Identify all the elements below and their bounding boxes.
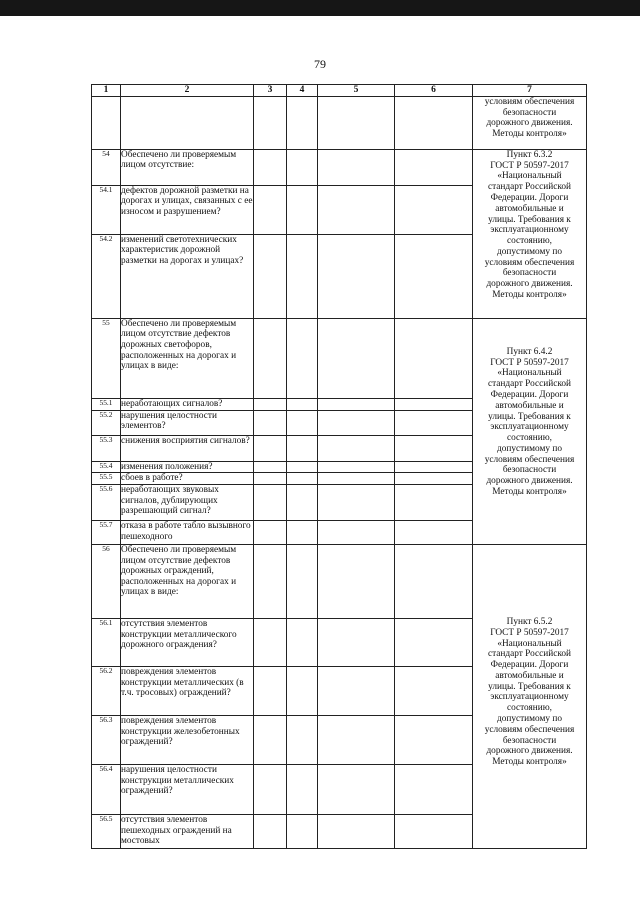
answer-na-cell[interactable] [318,410,395,435]
answer-na-cell[interactable] [318,185,395,234]
answer-note-cell[interactable] [395,815,473,849]
requirement-line: условиям обеспечения [484,96,575,107]
item-number: 56.1 [92,619,121,667]
header-col-2: 2 [121,85,254,97]
item-number: 56.2 [92,667,121,716]
item-question: отсутствия элементов пешеходных ограждений на мостовых [121,815,254,849]
requirement-line: дорожного движения. [486,746,573,757]
answer-na-cell[interactable] [318,619,395,667]
item-question: повреждения элементов конструкции железобетонных ограждений? [121,716,254,765]
requirement-line: улицы. Требования к [488,214,571,225]
item-number: 55.5 [92,473,121,485]
answer-note-cell[interactable] [395,619,473,667]
answer-yes-cell[interactable] [254,619,287,667]
answer-no-cell[interactable] [287,716,318,765]
item-number: 55.2 [92,410,121,435]
answer-no-cell[interactable] [287,461,318,473]
item-number: 55.4 [92,461,121,473]
scan-top-border [0,0,640,16]
answer-no-cell[interactable] [287,765,318,815]
requirement-line: стандарт Российской [488,649,571,660]
answer-note-cell[interactable] [395,96,473,149]
answer-no-cell[interactable] [287,318,318,398]
answer-no-cell[interactable] [287,485,318,521]
requirement-line: «Национальный [497,368,562,379]
requirement-line: эксплуатационному [490,422,569,433]
answer-yes-cell[interactable] [254,545,287,619]
table-row [92,149,587,185]
answer-yes-cell[interactable] [254,485,287,521]
table-row [92,318,587,398]
item-number: 54.1 [92,185,121,234]
answer-no-cell[interactable] [287,815,318,849]
requirement-line: автомобильные и [495,203,564,214]
answer-note-cell[interactable] [395,149,473,185]
item-number: 56.3 [92,716,121,765]
answer-yes-cell[interactable] [254,521,287,545]
item-number: 56.4 [92,765,121,815]
requirement-line: состоянию, [506,703,553,714]
item-number: 55.1 [92,398,121,410]
requirement-reference [473,545,587,849]
requirement-line: допустимому по [496,443,562,454]
answer-yes-cell[interactable] [254,765,287,815]
requirement-line: Пункт 6.3.2 [506,149,553,160]
requirement-line: Методы контроля» [492,129,567,140]
checklist-table [91,84,587,849]
answer-yes-cell[interactable] [254,318,287,398]
requirement-line: условиям обеспечения [484,724,575,735]
header-col-5: 5 [318,85,395,97]
requirement-line: безопасности [502,465,557,476]
requirement-line: автомобильные и [495,670,564,681]
item-question: нарушения целостности элементов? [121,410,254,435]
answer-note-cell[interactable] [395,765,473,815]
item-question: повреждения элементов конструкции металлических (в т.ч. тросовых) ограждений? [121,667,254,716]
answer-yes-cell[interactable] [254,815,287,849]
item-question: Обеспечено ли проверяемым лицом отсутствие дефектов дорожных светофоров, расположенных на дорогах и улицах в виде: [121,318,254,398]
requirement-line: ГОСТ Р 50597-2017 [490,627,569,638]
answer-na-cell[interactable] [318,545,395,619]
answer-na-cell[interactable] [318,461,395,473]
answer-na-cell[interactable] [318,149,395,185]
requirement-reference [473,149,587,318]
requirement-line: Федерации. Дороги [490,389,569,400]
answer-yes-cell[interactable] [254,96,287,149]
answer-no-cell[interactable] [287,398,318,410]
requirement-line: стандарт Российской [488,182,571,193]
item-number: 56 [92,545,121,619]
answer-note-cell[interactable] [395,185,473,234]
answer-no-cell[interactable] [287,185,318,234]
requirement-line: Методы контроля» [492,486,567,497]
requirement-line: Федерации. Дороги [490,660,569,671]
answer-no-cell[interactable] [287,619,318,667]
header-col-7: 7 [473,85,587,97]
item-question: изменений светотехнических характеристик дорожной разметки на дорогах и улицах? [121,234,254,318]
requirement-line: эксплуатационному [490,225,569,236]
answer-note-cell[interactable] [395,398,473,410]
answer-na-cell[interactable] [318,521,395,545]
answer-na-cell[interactable] [318,234,395,318]
answer-no-cell[interactable] [287,149,318,185]
header-col-6: 6 [395,85,473,97]
item-question: отсутствия элементов конструкции металлического дорожного ограждения? [121,619,254,667]
item-question: Обеспечено ли проверяемым лицом отсутствие дефектов дорожных ограждений, расположенных на дорогах и улицах в виде: [121,545,254,619]
answer-yes-cell[interactable] [254,185,287,234]
item-question: дефектов дорожной разметки на дорогах и улицах, связанных с ее износом и разрушением? [121,185,254,234]
item-number: 54.2 [92,234,121,318]
item-question: Обеспечено ли проверяемым лицом отсутствие: [121,149,254,185]
requirement-line: стандарт Российской [488,379,571,390]
item-question: сбоев в работе? [121,473,254,485]
item-question: отказа в работе табло вызывного пешеходного [121,521,254,545]
requirement-line: дорожного движения. [486,476,573,487]
answer-yes-cell[interactable] [254,149,287,185]
requirement-line: улицы. Требования к [488,411,571,422]
answer-no-cell[interactable] [287,435,318,461]
page-number: 79 [314,57,326,71]
requirement-line: автомобильные и [495,400,564,411]
item-number: 55.7 [92,521,121,545]
requirement-line: ГОСТ Р 50597-2017 [490,357,569,368]
requirement-line: «Национальный [497,638,562,649]
answer-note-cell[interactable] [395,461,473,473]
answer-na-cell[interactable] [318,716,395,765]
answer-note-cell[interactable] [395,435,473,461]
answer-na-cell[interactable] [318,318,395,398]
requirement-line: ГОСТ Р 50597-2017 [490,160,569,171]
answer-na-cell[interactable] [318,485,395,521]
answer-yes-cell[interactable] [254,716,287,765]
requirement-line: «Национальный [497,171,562,182]
requirement-line: допустимому по [496,246,562,257]
answer-yes-cell[interactable] [254,461,287,473]
answer-na-cell[interactable] [318,398,395,410]
item-number: 54 [92,149,121,185]
answer-note-cell[interactable] [395,716,473,765]
requirement-line: эксплуатационному [490,692,569,703]
answer-note-cell[interactable] [395,485,473,521]
answer-note-cell[interactable] [395,667,473,716]
requirement-line: безопасности [502,735,557,746]
item-question: нарушения целостности конструкции металлических ограждений? [121,765,254,815]
answer-na-cell[interactable] [318,765,395,815]
requirement-line: Пункт 6.4.2 [506,346,553,357]
answer-yes-cell[interactable] [254,234,287,318]
requirement-line: Федерации. Дороги [490,192,569,203]
requirement-line: безопасности [502,107,557,118]
answer-no-cell[interactable] [287,96,318,149]
answer-note-cell[interactable] [395,473,473,485]
answer-yes-cell[interactable] [254,667,287,716]
header-col-3: 3 [254,85,287,97]
header-row [92,85,587,97]
answer-note-cell[interactable] [395,545,473,619]
item-number: 56.5 [92,815,121,849]
item-question: неработающих сигналов? [121,398,254,410]
answer-note-cell[interactable] [395,318,473,398]
answer-note-cell[interactable] [395,234,473,318]
answer-no-cell[interactable] [287,545,318,619]
requirement-line: безопасности [502,268,557,279]
requirement-line: условиям обеспечения [484,257,575,268]
requirement-line: состоянию, [506,236,553,247]
requirement-line: Методы контроля» [492,757,567,768]
requirement-line: дорожного движения. [486,118,573,129]
answer-no-cell[interactable] [287,473,318,485]
item-number [92,96,121,149]
answer-na-cell[interactable] [318,96,395,149]
answer-na-cell[interactable] [318,667,395,716]
answer-no-cell[interactable] [287,234,318,318]
requirement-line: состоянию, [506,433,553,444]
answer-na-cell[interactable] [318,473,395,485]
table-row [92,96,587,149]
table-row [92,545,587,619]
requirement-reference [473,318,587,544]
header-col-4: 4 [287,85,318,97]
answer-na-cell[interactable] [318,815,395,849]
requirement-line: Пункт 6.5.2 [506,617,553,628]
answer-no-cell[interactable] [287,667,318,716]
item-number: 55 [92,318,121,398]
header-col-1: 1 [92,85,121,97]
item-question: снижения восприятия сигналов? [121,435,254,461]
requirement-line: допустимому по [496,714,562,725]
item-number: 55.3 [92,435,121,461]
item-question: неработающих звуковых сигналов, дублирующих разрешающий сигнал? [121,485,254,521]
requirement-line: условиям обеспечения [484,454,575,465]
requirement-line: дорожного движения. [486,279,573,290]
answer-note-cell[interactable] [395,521,473,545]
answer-yes-cell[interactable] [254,435,287,461]
answer-yes-cell[interactable] [254,473,287,485]
item-number: 55.6 [92,485,121,521]
requirement-reference [473,96,587,149]
answer-no-cell[interactable] [287,521,318,545]
item-question [121,96,254,149]
requirement-line: Методы контроля» [492,289,567,300]
answer-yes-cell[interactable] [254,410,287,435]
requirement-line: улицы. Требования к [488,681,571,692]
answer-note-cell[interactable] [395,410,473,435]
item-question: изменения положения? [121,461,254,473]
answer-no-cell[interactable] [287,410,318,435]
answer-yes-cell[interactable] [254,398,287,410]
answer-na-cell[interactable] [318,435,395,461]
